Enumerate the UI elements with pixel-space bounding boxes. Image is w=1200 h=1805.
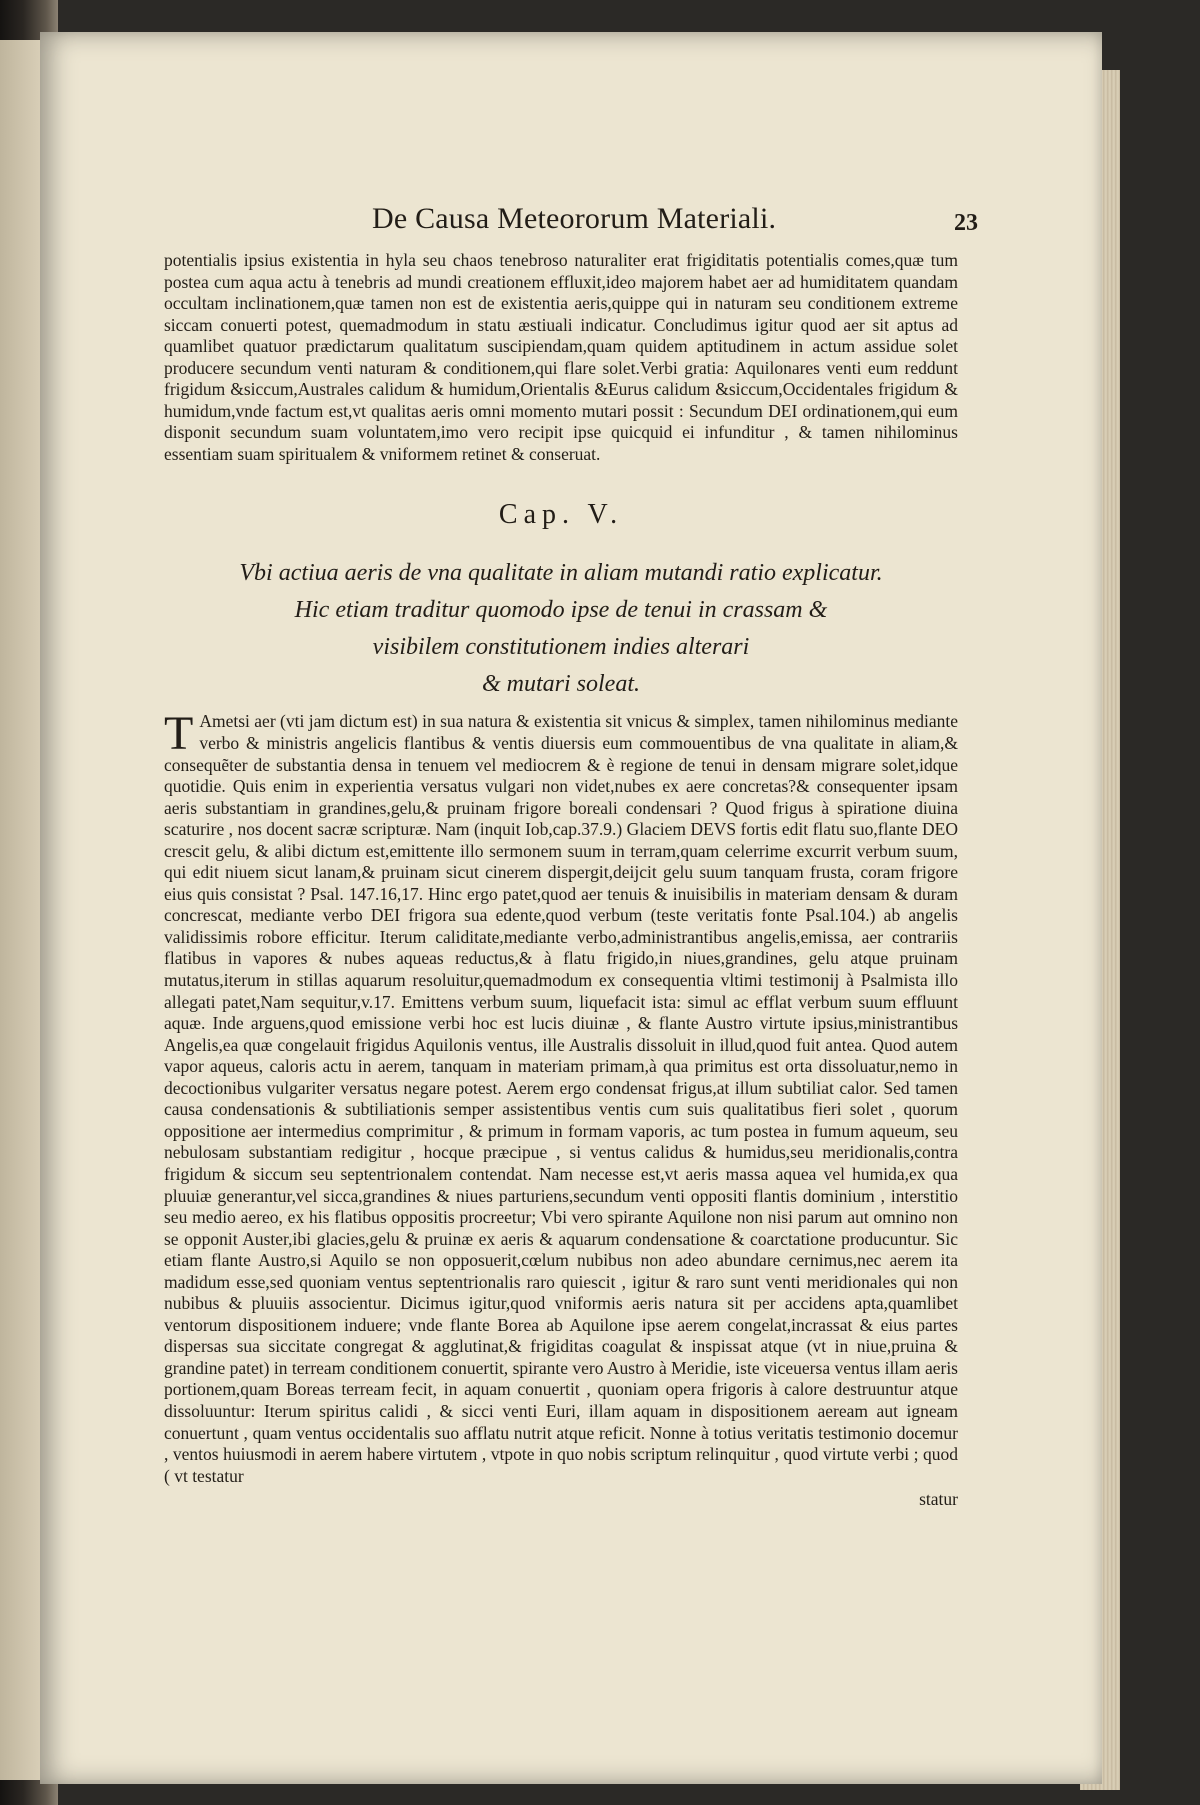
running-head xyxy=(164,202,978,246)
drop-capital: T xyxy=(164,707,194,761)
text-block xyxy=(164,202,978,1510)
catchword-row xyxy=(164,1489,958,1510)
catchword: statur xyxy=(919,1489,958,1510)
chapter-summary-line: & mutari soleat. xyxy=(481,671,640,698)
book-page xyxy=(40,32,1102,1784)
running-title: De Causa Meteororum Materiali. xyxy=(372,202,777,235)
paragraph-2-text: Ametsi aer (vti jam dictum est) in sua natura & existentia sit vnicus & simplex, tamen nihilominus mediante verbo & ministris angelicis flantibus & ventis diuersis eum commouentibus de vna qualitate in aliam,& consequẽter de substantia densa in tenuem vel mediocrem & è regione de tenui in densam migrare solet,idque quotidie. Quis enim in experientia versatus vulgari non videt,nubes ex aere concretas?& consequenter ipsam aeris substantiam in grandines,gelu,& pruinam frigore boreali condensari ? Quod frigus à spiratione diuina scaturire , nos docent sacræ scripturæ. Nam (inquit Iob,cap.37.9.) Glaciem DEVS fortis edit flatu suo,flante DEO crescit gelu, & alibi dictum est,emittente illo sermonem suum in terram,quam celerrime excurrit verbum suum, qui edit niuem sicut lanam,& pruinam sicut cinerem dispergit,deijcit gelu suum tanquam frusta, coram frigore eius quis consistat ? Psal. 147.16,17. Hinc ergo patet,quod aer tenuis & inuisibilis in materiam densam & duram concrescat, mediante verbo DEI frigora sua edente,quod verbum (teste veritatis fonte Psal.104.) ab angelis validissimis robore efficitur. Iterum caliditate,mediante verbo,administrantibus angelis,emissa, aer contrariis flatibus in vapores & nubes aqueas reductus,& à flatu frigido,in niues,grandines, gelu atque pruinam mutatus,iterum in stillas aquarum resoluitur,quemadmodum ex consequentia vltimi testimonij à Psalmista illo allegati patet,Nam sequitur,v.17. Emittens verbum suum, liquefacit ista: simul ac efflat verbum suum effluunt aquæ. Inde arguens,quod emissione verbi hoc est lucis diuinæ , & flante Austro virtute ipsius,ministrantibus Angelis,ea quæ congelauit frigidus Aquilonis ventus, ille Australis dissoluit in illud,quod fuit antea. Quod autem vapor aqueus, caloris actu in aerem, tanquam in materiam primam,à qua primitus est orta dissoluatur,nemo in decoctionibus vulgariter versatus negare potest. Aerem ergo condensat frigus,at illum subtiliat calor. Sed tamen causa condensationis & subtiliationis semper assistentibus ventis cum suis qualitatibus fieri solet , quorum oppositione aer intermedius comprimitur , & primum in formam vaporis, ac tum postea in fumum aqueum, seu nebulosam substantiam redigitur , hocque præcipue , si ventus calidus & humidus,seu meridionalis,contra frigidum & siccum seu septentrionalem contendat. Nam necesse est,vt aeris massa aquea vel humida,ex qua pluuiæ generantur,vel sicca,grandines & niues parturiens,secundum venti oppositi flantis dominium , interstitio seu medio aereo, ex his flatibus oppositis procreetur; Vbi vero spirante Aquilone non nisi parum aut omnino non se opponit Auster,ibi glacies,gelu & pruinæ ex aeris & aquarum condensatione & coarctatione producuntur. Sic etiam flante Austro,si Aquilo se non opposuerit,cœlum nubibus non adeo abundare cernimus,nec aerem ita madidum esse,sed quoniam ventus septentrionalis raro quiescit , igitur & raro sunt venti meridionales qui non nubibus & pluuiis associentur. Dicimus igitur,quod vniformis aeris natura sit per accidens apta,quamlibet ventorum dispositionem induere; vnde flante Borea ab Aquilone ipse aerem congelat,incrassat & eius partes dispersas sua siccitate congregat & agglutinat,& frigiditas coagulat & inspissat atque (vt in niue,pruina & grandine patet) in terream conditionem conuertit, spirante vero Austro à Meridie, iste viceuersa ventus illam aeris portionem,quam Boreas terream fecit, in aquam conuertit , quoniam opera frigoris à calore destruuntur atque dissoluuntur: Iterum spiritus calidi , & sicci venti Euri, illam aquam in dispositionem aeream aut igneam conuertunt , quam ventus occidentalis suo afflatu nutrit atque reficit. Nonne à totius veritatis testimonio docemur , ventos huiusmodi in aerem habere virtutem , vtpote in quo nobis scriptum relinquitur , quod virtute verbi ; quod ( vt testatur xyxy=(164,711,958,1486)
paragraph-2 xyxy=(164,707,958,1487)
chapter-summary xyxy=(164,555,958,703)
chapter-summary-line: visibilem constitutionem indies alterari xyxy=(372,634,750,661)
chapter-summary-line: Vbi actiua aeris de vna qualitate in aliam mutandi ratio explicatur. xyxy=(239,560,883,587)
paragraph-1: potentialis ipsius existentia in hyla seu chaos tenebroso naturaliter erat frigiditatis potentialis comes,quæ tum postea cum aqua actu à tenebris ad mundi creationem effluxit,ideo majorem habet aer ad humiditatem quandam occultam inclinationem,quæ tamen non est de existentia aeris,quippe qui in naturam seu conditionem extreme siccam conuerti potest, quemadmodum in statu æstiuali indicatur. Concludimus igitur quod aer sit aptus ad quamlibet quatuor prædictarum qualitatum suscipiendam,quam quidem aptitudinem in actum assidue solet producere secundum venti naturam & conditionem,qui flare solet.Verbi gratia: Aquilonares venti eum reddunt frigidum &siccum,Australes calidum & humidum,Orientalis &Eurus calidum &siccum,Occidentales frigidum & humidum,vnde factum est,vt qualitas aeris omni momento mutari possit : Secundum DEI ordinationem,qui eum disponit secundum suam voluntatem,imo vero recipit ipse quicquid ei infunditur , & tamen nihilominus essentiam suam spiritualem & vniformem retinet & conseruat. xyxy=(164,250,958,464)
chapter-heading: Cap. V. xyxy=(498,499,624,531)
chapter-summary-line: Hic etiam traditur quomodo ipse de tenui in crassam & xyxy=(294,597,828,624)
page-number: 23 xyxy=(954,210,978,236)
